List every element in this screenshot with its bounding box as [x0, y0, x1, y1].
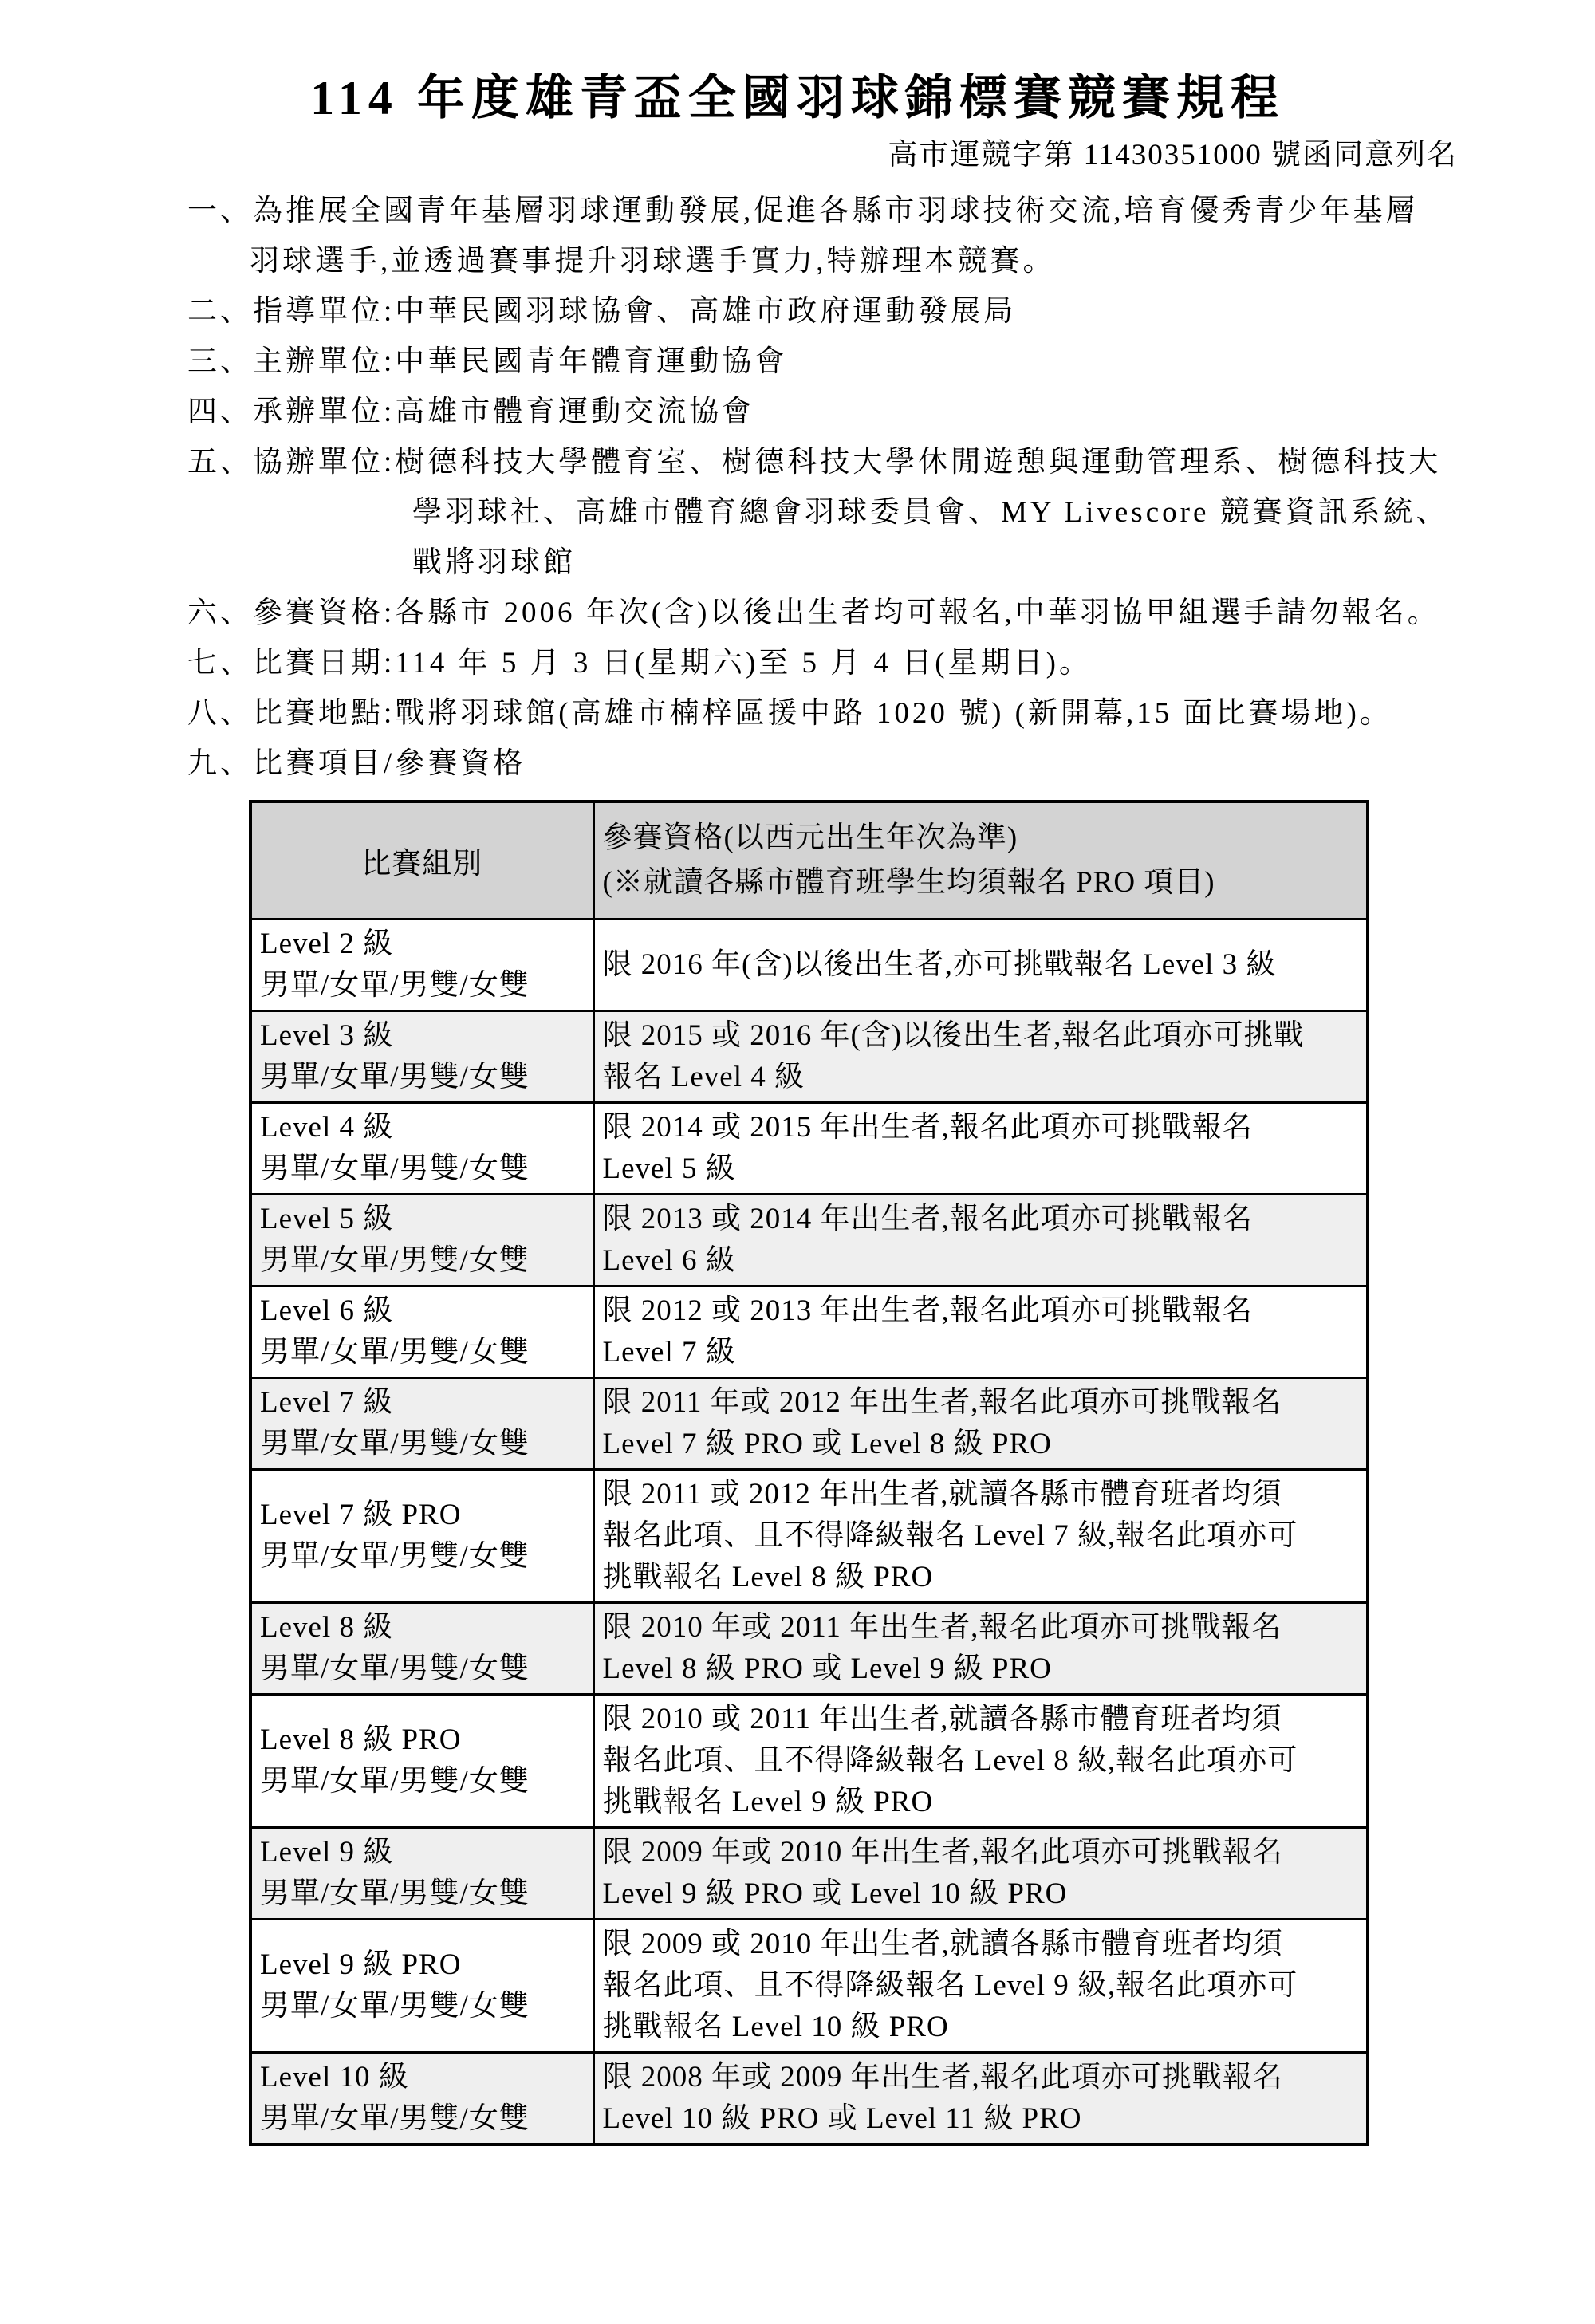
eligibility-line: Level 7 級 PRO 或 Level 8 級 PRO — [602, 1428, 1052, 1460]
table-header-row — [250, 802, 1368, 920]
eligibility-line: Level 8 級 PRO 或 Level 9 級 PRO — [602, 1652, 1052, 1685]
group-cell — [250, 1286, 593, 1378]
group-line: Level 7 級 — [260, 1386, 394, 1419]
table-row — [250, 920, 1368, 1011]
group-cell — [250, 1011, 593, 1103]
reference-note: 高市運競字第 11430351000 號函同意列名 — [888, 139, 1458, 171]
table-row — [250, 1195, 1368, 1286]
group-cell — [250, 1103, 593, 1195]
table-row — [250, 1470, 1368, 1603]
document-line: 九、比賽項目/參賽資格 — [187, 747, 526, 780]
table-row — [250, 1828, 1368, 1920]
group-line: 男單/女單/男雙/女雙 — [260, 1244, 530, 1277]
eligibility-cell — [593, 1695, 1368, 1828]
group-line: Level 4 級 — [260, 1111, 394, 1144]
eligibility-line: 限 2010 或 2011 年出生者,就讀各縣市體育班者均須 — [602, 1703, 1282, 1735]
eligibility-column-header — [593, 802, 1368, 920]
eligibility-line: 挑戰報名 Level 9 級 PRO — [602, 1786, 934, 1818]
table-row — [250, 1378, 1368, 1470]
group-cell — [250, 2053, 593, 2145]
group-line: 男單/女單/男雙/女雙 — [260, 1990, 530, 2023]
group-cell — [250, 920, 593, 1011]
group-line: 男單/女單/男雙/女雙 — [260, 2102, 530, 2135]
eligibility-line: 報名此項、且不得降級報名 Level 9 級,報名此項亦可 — [602, 1969, 1298, 2002]
group-column-header: 比賽組別 — [250, 802, 593, 920]
eligibility-cell — [593, 1011, 1368, 1103]
eligibility-cell — [593, 1195, 1368, 1286]
table-row — [250, 1103, 1368, 1195]
group-cell — [250, 1470, 593, 1603]
document-line: 八、比賽地點:戰將羽球館(高雄市楠梓區援中路 1020 號) (新開幕,15 面比賽場地)。 — [187, 697, 1392, 730]
eligibility-cell — [593, 1103, 1368, 1195]
group-line: Level 6 級 — [260, 1294, 394, 1327]
table-row — [250, 1286, 1368, 1378]
document-line: 五、協辦單位:樹德科技大學體育室、樹德科技大學休閒遊憩與運動管理系、樹德科技大 — [187, 446, 1442, 479]
table-row — [250, 1920, 1368, 2053]
header-line: 參賽資格(以西元出生年次為準) — [602, 821, 1018, 854]
group-line: Level 5 級 — [260, 1203, 394, 1235]
eligibility-cell — [593, 2053, 1368, 2145]
eligibility-line: 限 2016 年(含)以後出生者,亦可挑戰報名 Level 3 級 — [602, 948, 1277, 981]
table-body — [250, 920, 1368, 2145]
eligibility-line: 限 2011 或 2012 年出生者,就讀各縣市體育班者均須 — [602, 1478, 1282, 1511]
eligibility-cell — [593, 1470, 1368, 1603]
group-line: Level 2 級 — [260, 928, 394, 960]
group-line: Level 8 級 — [260, 1611, 394, 1644]
eligibility-line: 限 2012 或 2013 年出生者,報名此項亦可挑戰報名 — [602, 1294, 1253, 1327]
eligibility-cell — [593, 1603, 1368, 1695]
eligibility-line: Level 5 級 — [602, 1152, 736, 1185]
eligibility-cell — [593, 1378, 1368, 1470]
eligibility-line: 限 2009 或 2010 年出生者,就讀各縣市體育班者均須 — [602, 1928, 1283, 1960]
eligibility-line: 限 2010 年或 2011 年出生者,報名此項亦可挑戰報名 — [602, 1611, 1282, 1644]
eligibility-line: Level 7 級 — [602, 1336, 736, 1369]
eligibility-line: 限 2011 年或 2012 年出生者,報名此項亦可挑戰報名 — [602, 1386, 1282, 1419]
group-cell — [250, 1603, 593, 1695]
numbered-items — [187, 186, 1483, 789]
eligibility-line: 限 2014 或 2015 年出生者,報名此項亦可挑戰報名 — [602, 1111, 1253, 1144]
group-line: 男單/女單/男雙/女雙 — [260, 1152, 530, 1185]
eligibility-line: 限 2008 年或 2009 年出生者,報名此項亦可挑戰報名 — [602, 2061, 1283, 2094]
eligibility-line: 報名此項、且不得降級報名 Level 8 級,報名此項亦可 — [602, 1744, 1298, 1777]
eligibility-line: Level 6 級 — [602, 1244, 736, 1277]
group-cell — [250, 1828, 593, 1920]
group-line: Level 3 級 — [260, 1019, 394, 1052]
page-title: 114 年度雄青盃全國羽球錦標賽競賽規程 — [310, 72, 1285, 124]
document-line: 戰將羽球館 — [412, 546, 576, 579]
eligibility-line: 限 2009 年或 2010 年出生者,報名此項亦可挑戰報名 — [602, 1836, 1283, 1869]
eligibility-line: 挑戰報名 Level 8 級 PRO — [602, 1561, 934, 1593]
group-line: 男單/女單/男雙/女雙 — [260, 1061, 530, 1093]
eligibility-line: 限 2015 或 2016 年(含)以後出生者,報名此項亦可挑戰 — [602, 1019, 1305, 1052]
document-line: 二、指導單位:中華民國羽球協會、高雄市政府運動發展局 — [187, 295, 1017, 328]
document-line: 一、為推展全國青年基層羽球運動發展,促進各縣市羽球技術交流,培育優秀青少年基層 — [187, 195, 1419, 227]
table-row — [250, 1603, 1368, 1695]
document-line: 三、主辦單位:中華民國青年體育運動協會 — [187, 345, 788, 378]
document-line: 學羽球社、高雄市體育總會羽球委員會、MY Livescore 競賽資訊系統、 — [412, 496, 1449, 529]
group-line: Level 9 級 — [260, 1836, 394, 1869]
table-row — [250, 1011, 1368, 1103]
eligibility-line: 報名 Level 4 級 — [602, 1061, 805, 1093]
eligibility-line: Level 9 級 PRO 或 Level 10 級 PRO — [602, 1877, 1068, 1910]
table-row — [250, 2053, 1368, 2145]
eligibility-line: 報名此項、且不得降級報名 Level 7 級,報名此項亦可 — [602, 1519, 1298, 1552]
group-line: 男單/女單/男雙/女雙 — [260, 1877, 530, 1910]
eligibility-cell — [593, 1920, 1368, 2053]
eligibility-line: Level 10 級 PRO 或 Level 11 級 PRO — [602, 2102, 1082, 2135]
group-line: 男單/女單/男雙/女雙 — [260, 1765, 530, 1798]
header-line: (※就讀各縣市體育班學生均須報名 PRO 項目) — [602, 866, 1215, 899]
group-line: 男單/女單/男雙/女雙 — [260, 1428, 530, 1460]
group-cell — [250, 1378, 593, 1470]
group-line: 男單/女單/男雙/女雙 — [260, 969, 530, 1002]
document-line: 六、參賽資格:各縣市 2006 年次(含)以後出生者均可報名,中華羽協甲組選手請勿報名。 — [187, 597, 1440, 629]
eligibility-line: 挑戰報名 Level 10 級 PRO — [602, 2011, 949, 2043]
group-line: Level 7 級 PRO — [260, 1499, 462, 1531]
group-cell — [250, 1195, 593, 1286]
group-line: Level 10 級 — [260, 2061, 409, 2094]
group-line: 男單/女單/男雙/女雙 — [260, 1540, 530, 1573]
document-line: 四、承辦單位:高雄市體育運動交流協會 — [187, 396, 755, 428]
document-page — [0, 69, 1595, 2324]
eligibility-line: 限 2013 或 2014 年出生者,報名此項亦可挑戰報名 — [602, 1203, 1253, 1235]
document-line: 七、比賽日期:114 年 5 月 3 日(星期六)至 5 月 4 日(星期日)。 — [187, 647, 1092, 679]
levels-table — [249, 800, 1369, 2146]
group-cell — [250, 1920, 593, 2053]
group-cell — [250, 1695, 593, 1828]
group-line: 男單/女單/男雙/女雙 — [260, 1336, 530, 1369]
eligibility-cell — [593, 1828, 1368, 1920]
group-line: Level 8 級 PRO — [260, 1723, 462, 1756]
document-line: 羽球選手,並透過賽事提升羽球選手實力,特辦理本競賽。 — [250, 245, 1056, 278]
group-line: 男單/女單/男雙/女雙 — [260, 1652, 530, 1685]
table-row — [250, 1695, 1368, 1828]
group-line: Level 9 級 PRO — [260, 1948, 462, 1981]
eligibility-cell — [593, 1286, 1368, 1378]
eligibility-cell — [593, 920, 1368, 1011]
